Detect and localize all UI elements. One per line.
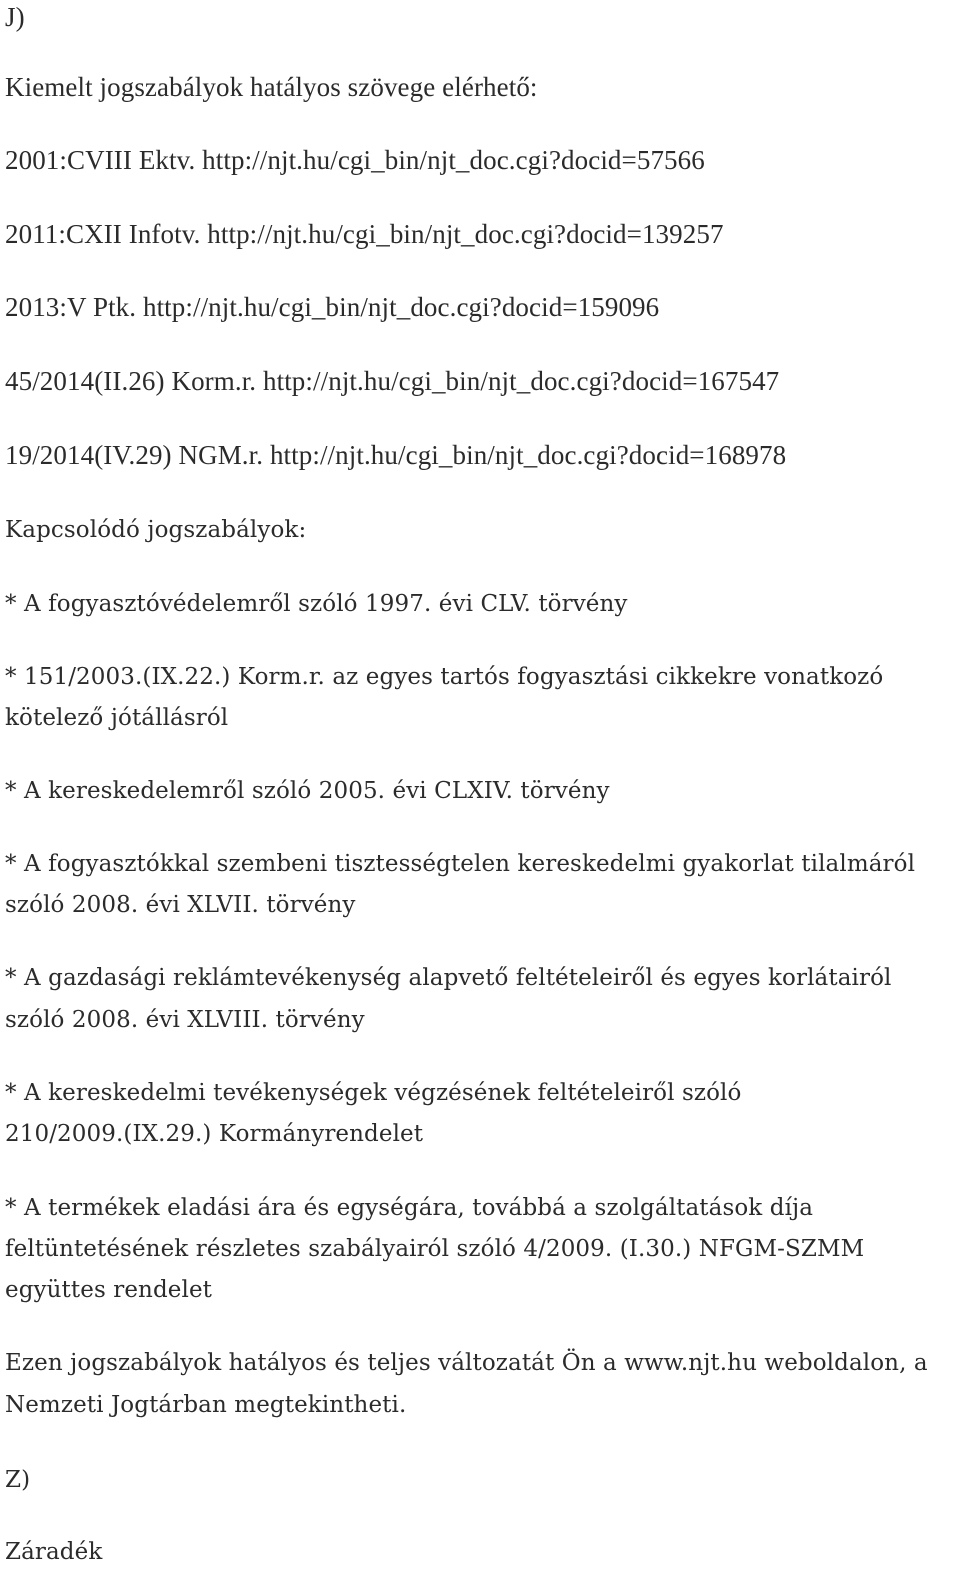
related-law-item: * A kereskedelemről szóló 2005. évi CLXIV. törvény bbox=[5, 778, 610, 804]
highlighted-law-kormr: 45/2014(II.26) Korm.r. http://njt.hu/cgi_bin/njt_doc.cgi?docid=167547 bbox=[5, 366, 780, 396]
related-law-item-continued: feltüntetésének részletes szabályairól szóló 4/2009. (I.30.) NFGM-SZMM bbox=[5, 1236, 865, 1262]
related-law-item-continued: 210/2009.(IX.29.) Kormányrendelet bbox=[5, 1121, 424, 1147]
section-z-heading: Z) bbox=[5, 1467, 31, 1493]
highlighted-law-ektv: 2001:CVIII Ektv. http://njt.hu/cgi_bin/njt_doc.cgi?docid=57566 bbox=[5, 145, 705, 175]
highlighted-laws-title: Kiemelt jogszabályok hatályos szövege elérhető: bbox=[5, 72, 538, 102]
section-j-heading: J) bbox=[5, 2, 25, 32]
related-law-item-continued: szóló 2008. évi XLVII. törvény bbox=[5, 892, 356, 918]
related-law-item-continued: kötelező jótállásról bbox=[5, 705, 229, 731]
highlighted-law-ptk: 2013:V Ptk. http://njt.hu/cgi_bin/njt_doc.cgi?docid=159096 bbox=[5, 292, 660, 322]
related-laws-title: Kapcsolódó jogszabályok: bbox=[5, 517, 307, 543]
closing-note: Ezen jogszabályok hatályos és teljes változatát Ön a www.njt.hu weboldalon, a bbox=[5, 1350, 928, 1376]
related-law-item: * A fogyasztóvédelemről szóló 1997. évi CLV. törvény bbox=[5, 591, 628, 617]
related-law-item: * A kereskedelmi tevékenységek végzésének feltételeiről szóló bbox=[5, 1080, 742, 1106]
related-law-item-continued: együttes rendelet bbox=[5, 1277, 213, 1303]
related-law-item: * A termékek eladási ára és egységára, továbbá a szolgáltatások díja bbox=[5, 1195, 814, 1221]
closing-note-continued: Nemzeti Jogtárban megtekintheti. bbox=[5, 1392, 407, 1418]
highlighted-law-infotv: 2011:CXII Infotv. http://njt.hu/cgi_bin/njt_doc.cgi?docid=139257 bbox=[5, 219, 724, 249]
highlighted-law-ngmr: 19/2014(IV.29) NGM.r. http://njt.hu/cgi_bin/njt_doc.cgi?docid=168978 bbox=[5, 440, 787, 470]
related-law-item-continued: szóló 2008. évi XLVIII. törvény bbox=[5, 1007, 365, 1033]
clause-heading: Záradék bbox=[5, 1539, 103, 1565]
related-law-item: * A fogyasztókkal szembeni tisztességtelen kereskedelmi gyakorlat tilalmáról bbox=[5, 851, 916, 877]
related-law-item: * A gazdasági reklámtevékenység alapvető feltételeiről és egyes korlátairól bbox=[5, 965, 892, 991]
related-law-item: * 151/2003.(IX.22.) Korm.r. az egyes tartós fogyasztási cikkekre vonatkozó bbox=[5, 664, 884, 690]
